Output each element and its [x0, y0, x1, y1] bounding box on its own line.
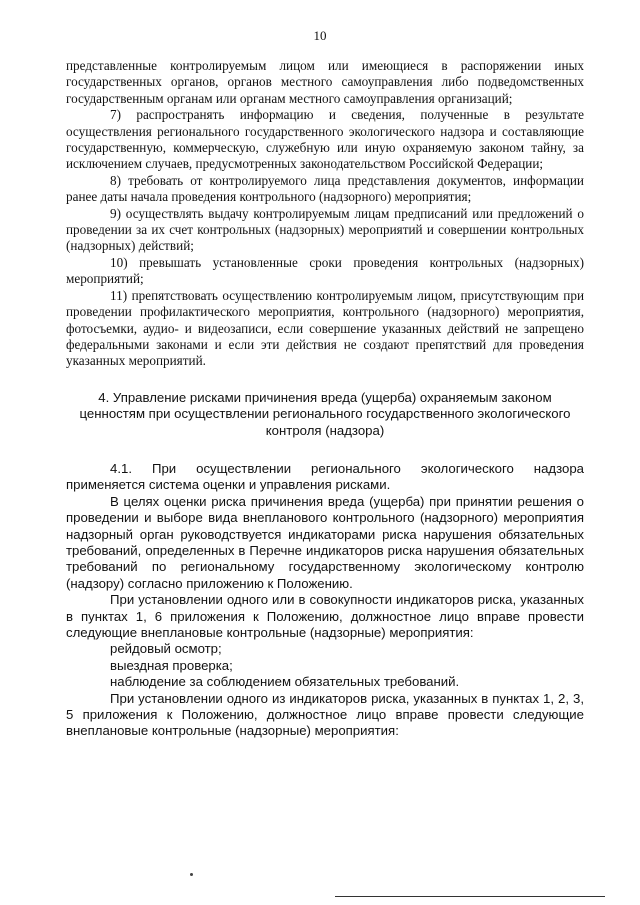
section-heading: 4. Управление рисками причинения вреда (ущерба) охраняемым законом ценностям при осуществлении регионального государственного экологического контроля (надзора) — [79, 389, 571, 438]
list-item: рейдовый осмотр; — [110, 641, 222, 657]
paragraph-item-11: 11) препятствовать осуществлению контролируемым лицом, присутствующим при проведении профилактического мероприятия, контрольного (надзорного) мероприятия, фотосъемки, аудио- и видеозаписи, если совершение указанных действий не запрещено федеральными законами и если эти действия не создают препятствий для проведения указанных мероприятий. — [66, 287, 584, 369]
paragraph-item-9: 9) осуществлять выдачу контролируемым лицам предписаний или предложений о проведении за их счет контрольных (надзорных) мероприятий и совершении контрольных (надзорных) действий; — [66, 205, 584, 254]
footer-rule — [335, 896, 605, 897]
paragraph-item-7: 7) распространять информацию и сведения, полученные в результате осуществления регионального государственного экологического надзора и составляющие государственную, коммерческую, служебную или иную охраняемую законом тайну, за исключением случаев, предусмотренных законодательством Российской Федерации; — [66, 107, 584, 172]
page-number: 10 — [313, 28, 327, 43]
list-item: наблюдение за соблюдением обязательных требований. — [110, 674, 460, 690]
paragraph-risk-assessment: В целях оценки риска причинения вреда (ущерба) при принятии решения о проведении и выборе вида внепланового контрольного (надзорного) мероприятия надзорный орган руководствуется индикаторами риска нарушения обязательных требований, определенных в Перечне индикаторов риска нарушения обязательных требований по региональному государственному экологическому контролю (надзору) согласно приложению к Положению. — [66, 493, 584, 591]
paragraph-continuation: представленные контролируемым лицом или имеющиеся в распоряжении иных государственных органов, органов местного самоуправления либо подведомственных государственным органам или органам местного самоуправления организаций; — [66, 58, 584, 106]
paragraph-item-8: 8) требовать от контролируемого лица представления документов, информации ранее даты начала проведения контрольного (надзорного) мероприятия; — [66, 172, 584, 205]
paragraph-4-1: 4.1. При осуществлении регионального экологического надзора применяется система оценки и управления рисками. — [66, 460, 584, 493]
paragraph-indicators-1-2-3-5: При установлении одного из индикаторов риска, указанных в пунктах 1, 2, 3, 5 приложения к Положению, должностное лицо вправе провести следующие внеплановые контрольные (надзорные) мероприятия: — [66, 690, 584, 739]
scan-speck — [190, 873, 193, 876]
section-4-content — [66, 461, 584, 740]
paragraph-indicators-1-6: При установлении одного или в совокупности индикаторов риска, указанных в пунктах 1, 6 приложения к Положению, должностное лицо вправе провести следующие внеплановые контрольные (надзорные) мероприятия: — [66, 592, 584, 640]
paragraph-item-10: 10) превышать установленные сроки проведения контрольных (надзорных) мероприятий; — [66, 254, 584, 287]
document-body — [66, 58, 584, 740]
list-item: выездная проверка; — [110, 657, 233, 673]
